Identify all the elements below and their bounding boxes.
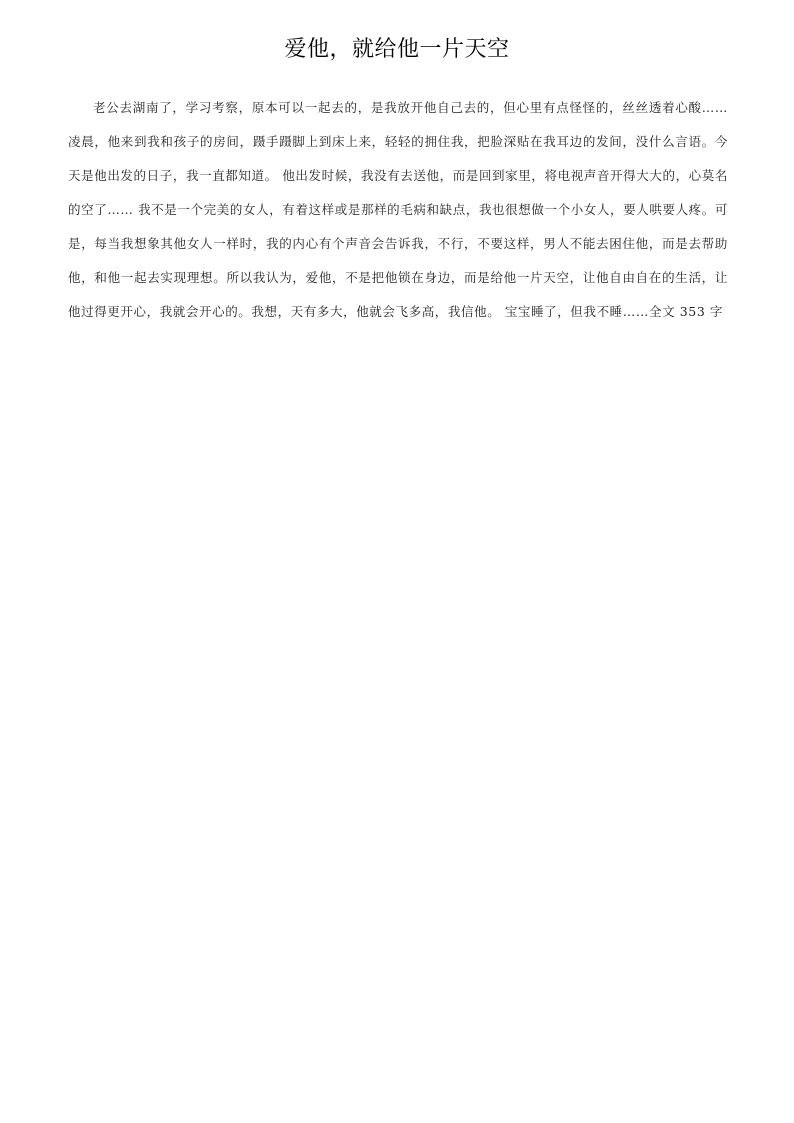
document-title: 爱他，就给他一片天空 [284,37,510,62]
document-body: 老公去湖南了，学习考察，原本可以一起去的，是我放开他自己去的，但心里有点怪怪的，丝丝透着心酸…… 凌晨，他来到我和孩子的房间，蹑手蹑脚上到床上来，轻轻的拥住我，把脸深贴在我耳边的发间，没什么言语。今天是他出发的日子，我一直都知道。 他出发时候，我没有去送他，而是回到家里，将电视声音开得大大的，心莫名的空了…… 我不是一个完美的女人，有着这样或是那样的毛病和缺点，我也很想做一个小女人，要人哄要人疼。可是，每当我想象其他女人一样时，我的内心有个声音会告诉我，不行，不要这样，男人不能去困住他，而是去帮助他，和他一起去实现理想。所以我认为，爱他，不是把他锁在身边，而是给他一片天空，让他自由自在的生活，让他过得更开心，我就会开心的。我想，天有多大，他就会飞多高，我信他。 宝宝睡了，但我不睡……全文 353 字 [68,100,728,319]
